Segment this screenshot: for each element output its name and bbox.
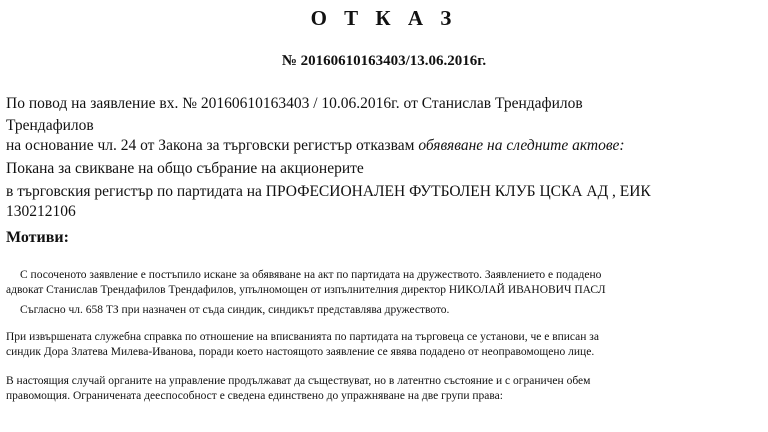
- motives-para-1a: С посоченото заявление е постъпило искане за обявяване на акт по партидата на дружеството. Заявлението е подадено: [20, 269, 602, 281]
- document-title: О Т К А З: [310, 6, 458, 30]
- motives-heading: Мотиви:: [6, 229, 69, 246]
- body-line-2: Трендафилов: [6, 117, 94, 134]
- body-line-3: [6, 137, 625, 155]
- motives-para-1c: Съгласно чл. 658 ТЗ при назначен от съда синдик, синдикът представлява дружеството.: [20, 304, 450, 316]
- motives-para-2b: синдик Дора Златева Милева-Иванова, поради което настоящото заявление се явява подадено от неоправомощено лице.: [6, 346, 595, 358]
- document-number: № 20160610163403/13.06.2016г.: [281, 53, 487, 69]
- motives-para-3b: правомощия. Ограничената дееспособност е сведена единствено до упражняване на две групи права:: [6, 390, 503, 402]
- motives-para-3a: В настоящия случай органите на управление продължават да съществуват, но в латентно състояние и с ограничен обем: [6, 375, 591, 387]
- motives-para-2a: При извършената служебна справка по отношение на вписванията по партидата на търговеца се установи, че е вписан за: [6, 331, 599, 343]
- motives-para-1b: адвокат Станислав Трендафилов Трендафилов, упълномощен от изпълнителния директор НИКОЛАЙ ИВАНОВИЧ ПАСЛ: [6, 284, 606, 296]
- body-line-6: 130212106: [6, 203, 76, 220]
- body-line-4: Покана за свикване на общо събрание на акционерите: [6, 160, 364, 177]
- body-line-3-text: на основание чл. 24 от Закона за търговски регистър отказвам: [6, 137, 419, 154]
- body-line-5: в търговския регистър по партидата на ПРОФЕСИОНАЛЕН ФУТБОЛЕН КЛУБ ЦСКА АД , ЕИК: [6, 183, 651, 200]
- body-line-1: По повод на заявление вх. № 20160610163403 / 10.06.2016г. от Станислав Трендафилов: [6, 95, 583, 112]
- body-line-3-italic: обявяване на следните актове:: [418, 137, 625, 154]
